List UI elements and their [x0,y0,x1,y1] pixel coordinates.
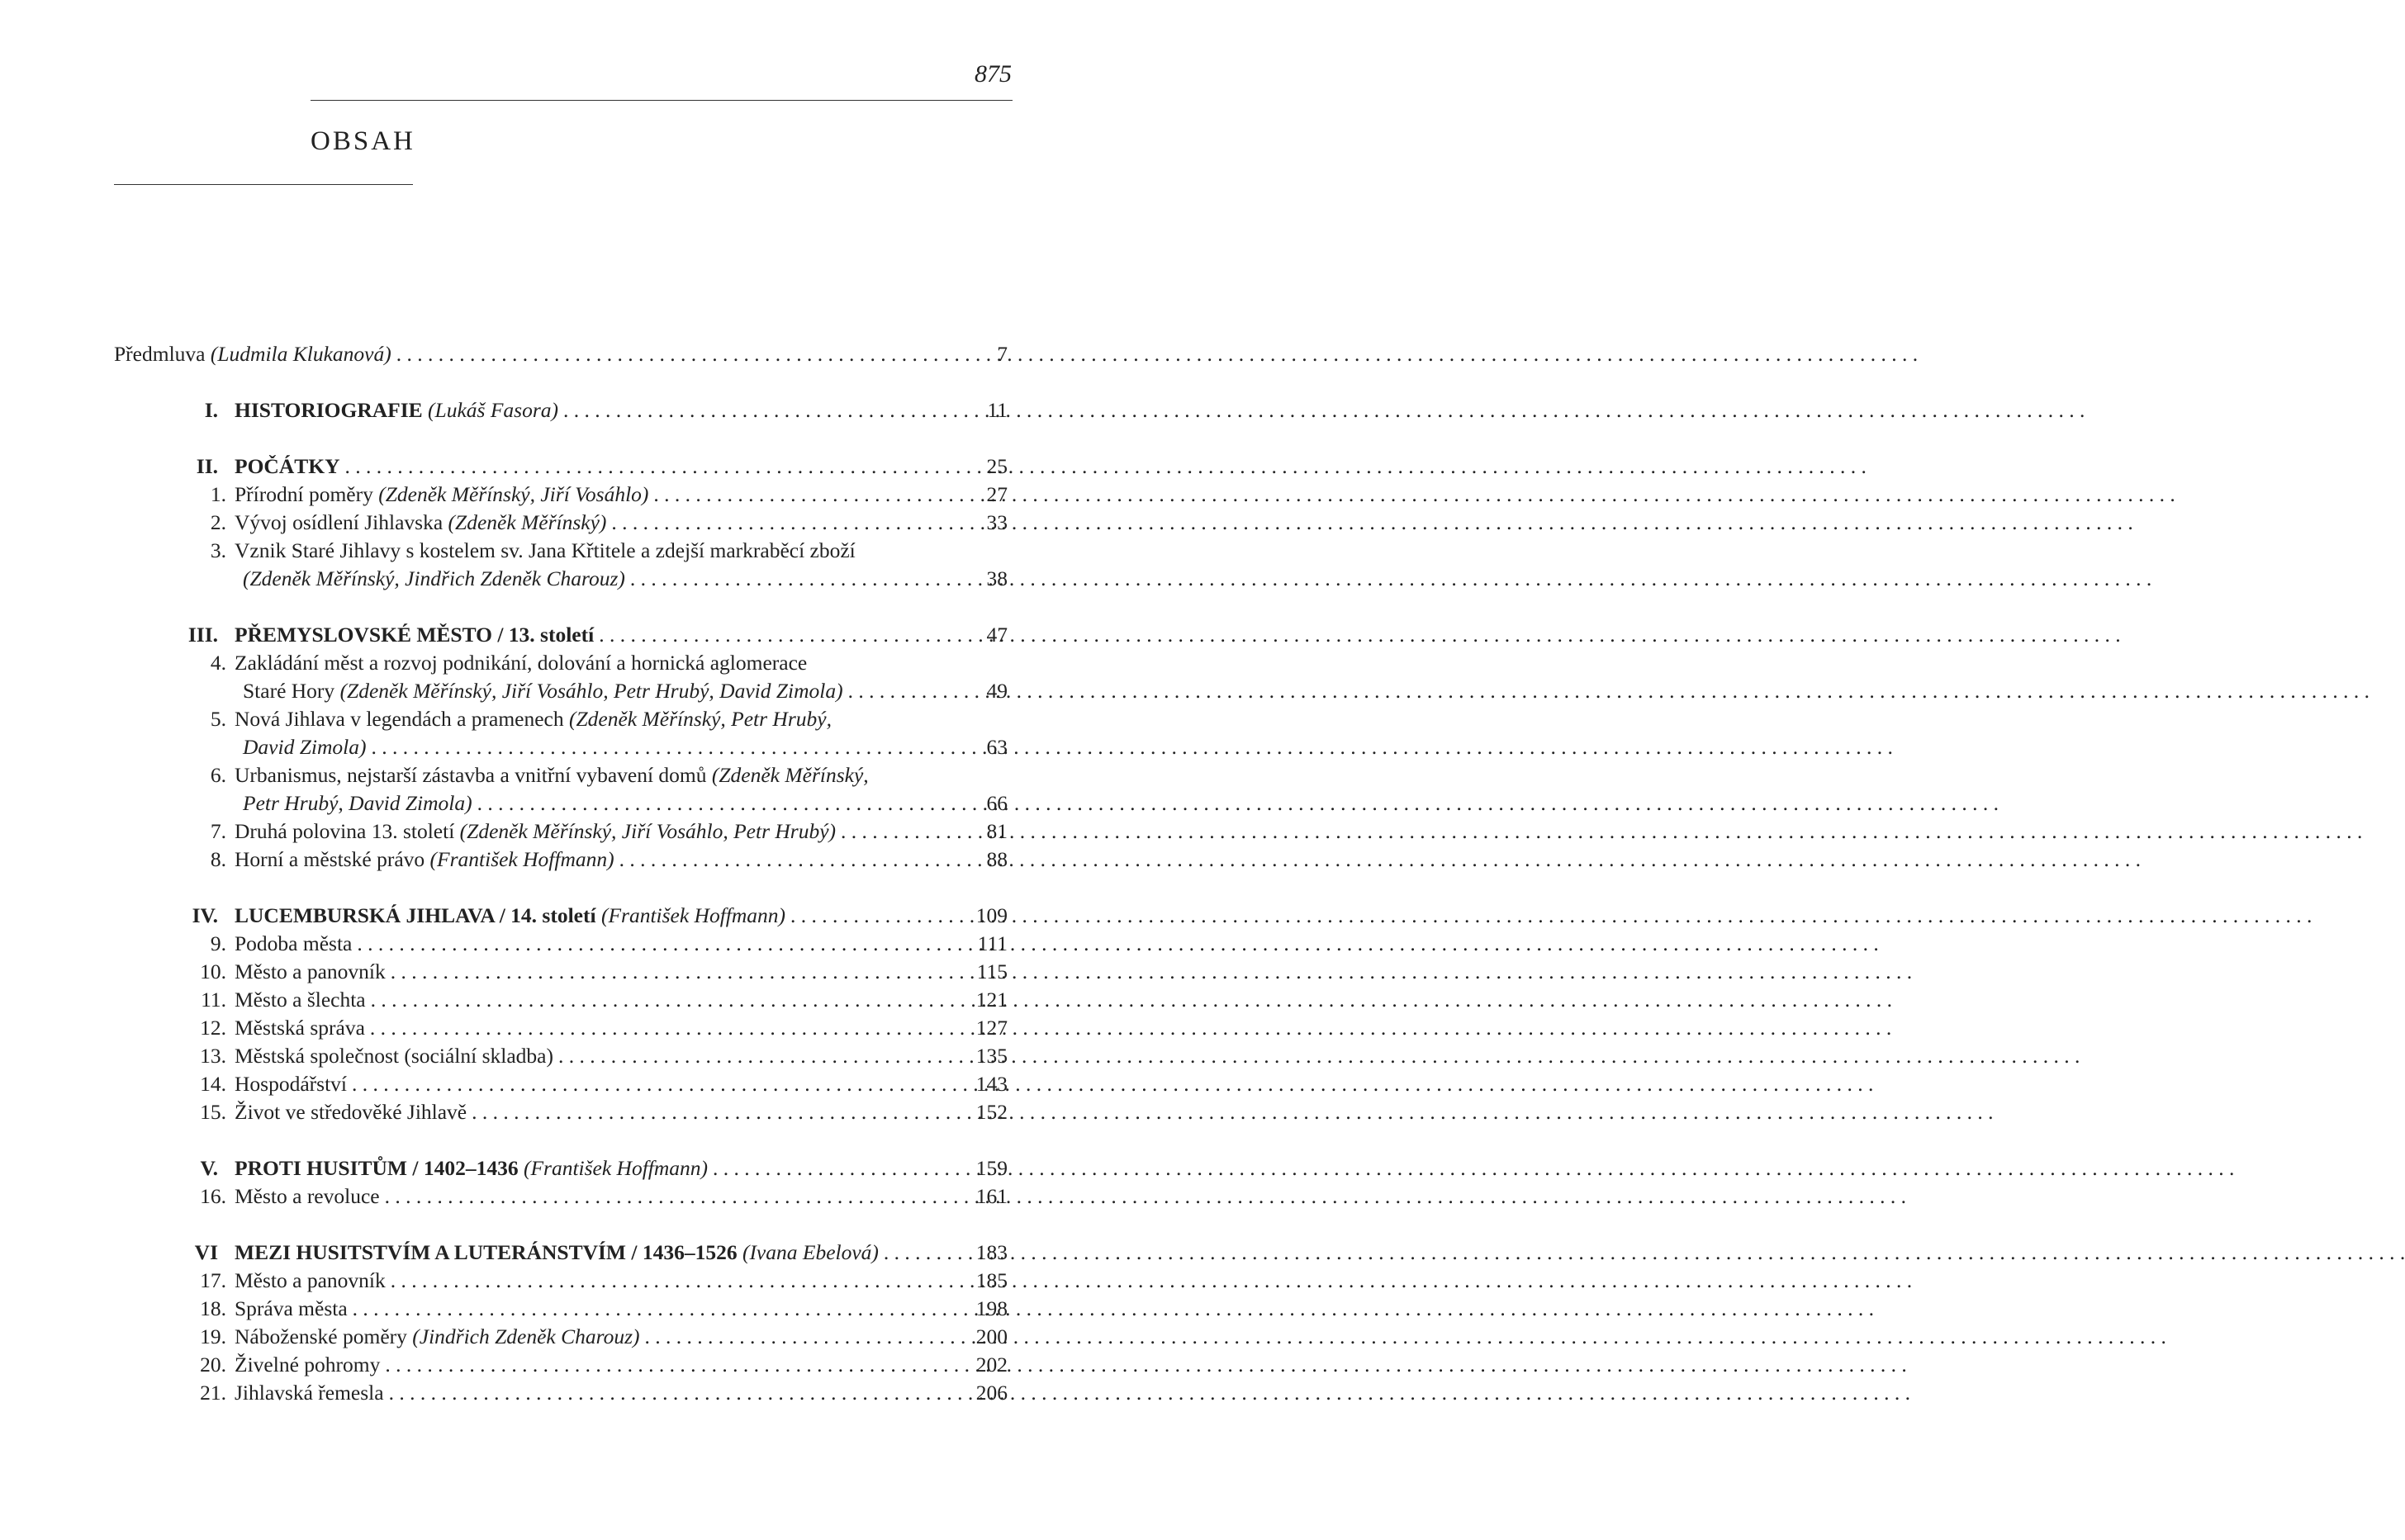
toc-entry-title [243,789,472,817]
toc-leader-dots [396,340,970,368]
toc-leader-dots [848,677,970,705]
toc-leader-dots [371,986,970,1014]
toc-entry-continuation[interactable] [114,733,1008,761]
section-number: VI [194,1240,218,1264]
toc-entry[interactable] [114,1351,1008,1379]
section-title: PROTI HUSITŮM / 1402–1436 [235,1156,519,1180]
section-gap [114,593,1008,621]
toc-entry-title: Vznik Staré Jihlavy s kostelem sv. Jana Křtitele a zdejší markraběcí zboží [235,538,856,562]
toc-entry-title [235,1042,553,1070]
section-title: POČÁTKY [235,454,340,478]
toc-entry-number: 11. [201,988,226,1012]
toc-leader-dots [385,1182,970,1211]
toc-entry-title [235,481,648,509]
section-number: II. [196,454,218,478]
toc-entry-continuation[interactable] [114,565,1008,593]
toc-entry-title [235,1295,348,1323]
section-title: HISTORIOGRAFIE [235,398,423,422]
toc-entry-number: 20. [200,1353,226,1377]
section-number: IV. [192,903,218,927]
toc-entry-number: 3. [210,538,226,562]
toc-leader-dots [357,930,970,958]
toc-leader-dots [385,1351,970,1379]
toc-entry-author: (Zdeněk Měřínský, Jiří Vosáhlo) [378,482,649,506]
toc-entry-title-text: Horní a městské právo [235,847,425,871]
toc-entry-page: 27 [986,482,1008,506]
toc-leader-dots [472,1098,970,1126]
toc-entry-title-text: Město a panovník [235,1268,386,1292]
toc-entry-author: David Zimola) [243,735,367,759]
toc-entry-page: 115 [976,960,1008,983]
toc-entry-page: 159 [975,1156,1008,1180]
toc-leader-dots [345,453,970,481]
toc-entry-title [243,733,366,761]
toc-leader-dots [558,1042,970,1070]
toc-entry-title [235,930,352,958]
toc-entry-title-text: Nová Jihlava v legendách a pramenech [235,707,564,731]
toc-entry-title [235,1267,386,1295]
toc-entry-number: 18. [200,1296,226,1320]
toc-entry-page: 11 [987,398,1008,422]
toc-leader-dots [370,1014,970,1042]
toc-entry-title [243,677,843,705]
toc-entry-page: 183 [975,1240,1008,1264]
toc-entry[interactable] [114,817,1008,846]
toc-entry[interactable] [114,1042,1008,1070]
toc-leader-dots [477,789,970,817]
toc-entry-page: 88 [986,847,1008,871]
toc-entry-title-text: Život ve středověké Jihlavě [235,1100,467,1124]
toc-entry[interactable] [114,1070,1008,1098]
toc-entry[interactable] [114,761,1008,789]
toc-entry[interactable] [114,1323,1008,1351]
section-number: I. [204,398,218,422]
toc-entry-page: 121 [975,988,1008,1012]
toc-entry[interactable] [114,958,1008,986]
toc-entry-title [235,1182,380,1211]
toc-entry-title-text: Podoba města [235,931,353,955]
toc-entry-number: 8. [210,847,226,871]
toc-entry-title [235,1239,879,1267]
toc-entry-author: (Jindřich Zdeněk Charouz) [412,1324,640,1348]
page-title: OBSAH [311,126,415,156]
toc-entry[interactable] [114,1182,1008,1211]
toc-entry-title [235,817,836,846]
toc-entry-author: (Zdeněk Měřínský, Jiří Vosáhlo, Petr Hrubý) [459,819,837,843]
toc-entry-page: 152 [975,1100,1008,1124]
section-gap [114,1211,1008,1239]
toc-entry-page: 206 [975,1381,1008,1405]
toc-entry[interactable] [114,1379,1008,1407]
toc-leader-dots [599,621,970,649]
toc-entry-continuation[interactable] [114,677,1008,705]
toc-entry-title [235,1070,347,1098]
toc-entry-number: 2. [210,510,226,534]
toc-entry-author: (František Hoffmann) [523,1156,709,1180]
toc-entry-number: 9. [210,931,226,955]
toc-leader-dots [653,481,970,509]
toc-entry-title-text: Staré Hory [243,679,335,703]
toc-entry-title-text: Městská správa [235,1016,365,1040]
toc-entry-number: 16. [200,1184,226,1208]
toc-entry-title-text: Správa města [235,1296,348,1320]
toc-entry-author: (Zdeněk Měřínský, Jiří Vosáhlo, Petr Hrubý, David Zimola) [339,679,843,703]
toc-section-heading[interactable] [114,902,1008,930]
toc-entry-continuation[interactable] [114,789,1008,817]
toc-entry[interactable] [114,1014,1008,1042]
section-gap [114,424,1008,453]
toc-entry-author: (Zdeněk Měřínský, Petr Hrubý, [569,707,832,731]
toc-entry-page: 47 [986,623,1008,647]
toc-entry-number: 6. [210,763,226,787]
toc-entry-number: 7. [210,819,226,843]
toc-entry[interactable] [114,846,1008,874]
toc-entry[interactable] [114,649,1008,677]
toc-entry[interactable] [114,481,1008,509]
toc-entry-author: (Zdeněk Měřínský, [711,763,869,787]
toc-entry-page: 25 [986,454,1008,478]
toc-entry-title [235,1351,380,1379]
toc-entry-page: 63 [986,735,1008,759]
toc-entry-title-text: Hospodářství [235,1072,347,1096]
toc-entry-page: 161 [975,1184,1008,1208]
section-gap [114,874,1008,902]
toc-leader-dots [790,902,970,930]
toc-entry-author: (František Hoffmann) [429,847,614,871]
toc-leader-dots [353,1295,970,1323]
toc-entry-title [235,846,614,874]
toc-entry-author: (František Hoffmann) [600,903,786,927]
section-gap [114,368,1008,396]
toc-entry-title-text: Druhá polovina 13. století [235,819,455,843]
section-gap [114,1126,1008,1154]
toc-entry-page: 200 [975,1324,1008,1348]
toc-entry[interactable] [114,1295,1008,1323]
toc-entry-page: 81 [986,819,1008,843]
toc-leader-dots [630,565,970,593]
toc-entry-author: (Zdeněk Měřínský, Jindřich Zdeněk Charouz) [243,566,625,590]
toc-entry-page: 127 [975,1016,1008,1040]
toc-entry-number: 12. [200,1016,226,1040]
toc-entry-number: 19. [200,1324,226,1348]
toc-entry-title [235,705,832,733]
toc-entry-page: 49 [986,679,1008,703]
toc-entry-title-text: Město a šlechta [235,988,366,1012]
toc-leader-dots [563,396,970,424]
toc-entry-title-text: Živelné pohromy [235,1353,381,1377]
toc-leader-dots [391,958,970,986]
toc-section-heading[interactable] [114,621,1008,649]
toc-entry-page: 202 [975,1353,1008,1377]
toc-leader-dots [352,1070,970,1098]
toc-entry-page: 66 [986,791,1008,815]
toc-entry-title [235,453,340,481]
toc-leader-dots [713,1154,970,1182]
toc-entry-title [235,396,558,424]
toc-section-heading[interactable] [114,1154,1008,1182]
toc-entry-title [235,986,366,1014]
toc-leader-dots [389,1379,970,1407]
toc-entry-title [235,649,807,677]
toc-entry[interactable] [114,509,1008,537]
toc-leader-dots [645,1323,970,1351]
toc-entry-page: 111 [977,931,1008,955]
toc-entry-title-text: Vývoj osídlení Jihlavska [235,510,444,534]
toc-entry-number: 10. [200,960,226,983]
toc-entry-title [235,761,869,789]
toc-entry-author: (Ivana Ebelová) [742,1240,879,1264]
header-rule [311,100,1013,101]
toc-entry-page: 198 [975,1296,1008,1320]
toc-entry-title [235,621,594,649]
toc-entry-page: 7 [997,342,1008,366]
toc-entry-author: (Zdeněk Měřínský) [448,510,607,534]
toc-entry-title [235,902,785,930]
toc-leader-dots [884,1239,970,1267]
toc-entry-title [235,1379,384,1407]
toc-entry-title-text: Jihlavská řemesla [235,1381,384,1405]
toc-entry-number: 1. [210,482,226,506]
toc-entry[interactable] [114,705,1008,733]
toc-entry-title [235,1014,365,1042]
toc-section-heading[interactable] [114,396,1008,424]
toc-entry-title-text: Městská společnost (sociální skladba) [235,1044,553,1068]
page-number: 875 [975,60,1012,88]
toc-leader-dots [371,733,970,761]
toc-entry-number: 4. [210,651,226,675]
section-title: LUCEMBURSKÁ JIHLAVA / 14. století [235,903,596,927]
toc-entry-page: 33 [986,510,1008,534]
section-number: III. [187,623,218,647]
toc-entry[interactable] [114,1098,1008,1126]
toc-entry-title-text: Náboženské poměry [235,1324,407,1348]
toc-entry-page: 185 [975,1268,1008,1292]
toc-entry-title-text: Město a panovník [235,960,386,983]
toc-entry[interactable] [114,986,1008,1014]
toc-entry[interactable] [114,930,1008,958]
toc-entry-title [235,958,386,986]
toc-entry-author: (Lukáš Fasora) [428,398,559,422]
toc-entry-title [235,1323,640,1351]
toc-leader-dots [619,846,970,874]
toc-entry-preface[interactable] [114,340,1008,368]
toc-entry-title-text: Město a revoluce [235,1184,380,1208]
toc-entry-number: 15. [200,1100,226,1124]
title-rule [114,184,413,185]
toc-entry[interactable] [114,537,1008,565]
toc-entry-title-text: Urbanismus, nejstarší zástavba a vnitřní vybavení domů [235,763,707,787]
toc-entry-number: 14. [200,1072,226,1096]
toc-entry-number: 17. [200,1268,226,1292]
section-title: PŘEMYSLOVSKÉ MĚSTO / 13. století [235,623,595,647]
toc-entry-page: 135 [975,1044,1008,1068]
table-of-contents [114,340,1008,1407]
toc-entry-number: 13. [200,1044,226,1068]
toc-entry-title [235,509,606,537]
toc-entry-author: Petr Hrubý, David Zimola) [243,791,472,815]
toc-entry-title-text: Přírodní poměry [235,482,373,506]
toc-section-heading[interactable] [114,1239,1008,1267]
toc-entry-number: 21. [200,1381,226,1405]
toc-entry-title [235,1098,467,1126]
toc-leader-dots [611,509,970,537]
toc-entry-title-text: Zakládání měst a rozvoj podnikání, dolování a hornická aglomerace [235,651,808,675]
section-number: V. [200,1156,218,1180]
toc-entry-author: (Ludmila Klukanová) [210,342,391,366]
section-title: MEZI HUSITSTVÍM A LUTERÁNSTVÍM / 1436–1526 [235,1240,738,1264]
toc-entry-page: 109 [975,903,1008,927]
toc-leader-dots [391,1267,970,1295]
toc-entry-number: 5. [210,707,226,731]
toc-section-heading[interactable] [114,453,1008,481]
toc-entry-page: 143 [975,1072,1008,1096]
toc-entry-page: 38 [986,566,1008,590]
toc-entry[interactable] [114,1267,1008,1295]
toc-leader-dots [841,817,970,846]
toc-entry-title: Předmluva (Ludmila Klukanová) [114,342,391,366]
toc-entry-title [235,1154,708,1182]
